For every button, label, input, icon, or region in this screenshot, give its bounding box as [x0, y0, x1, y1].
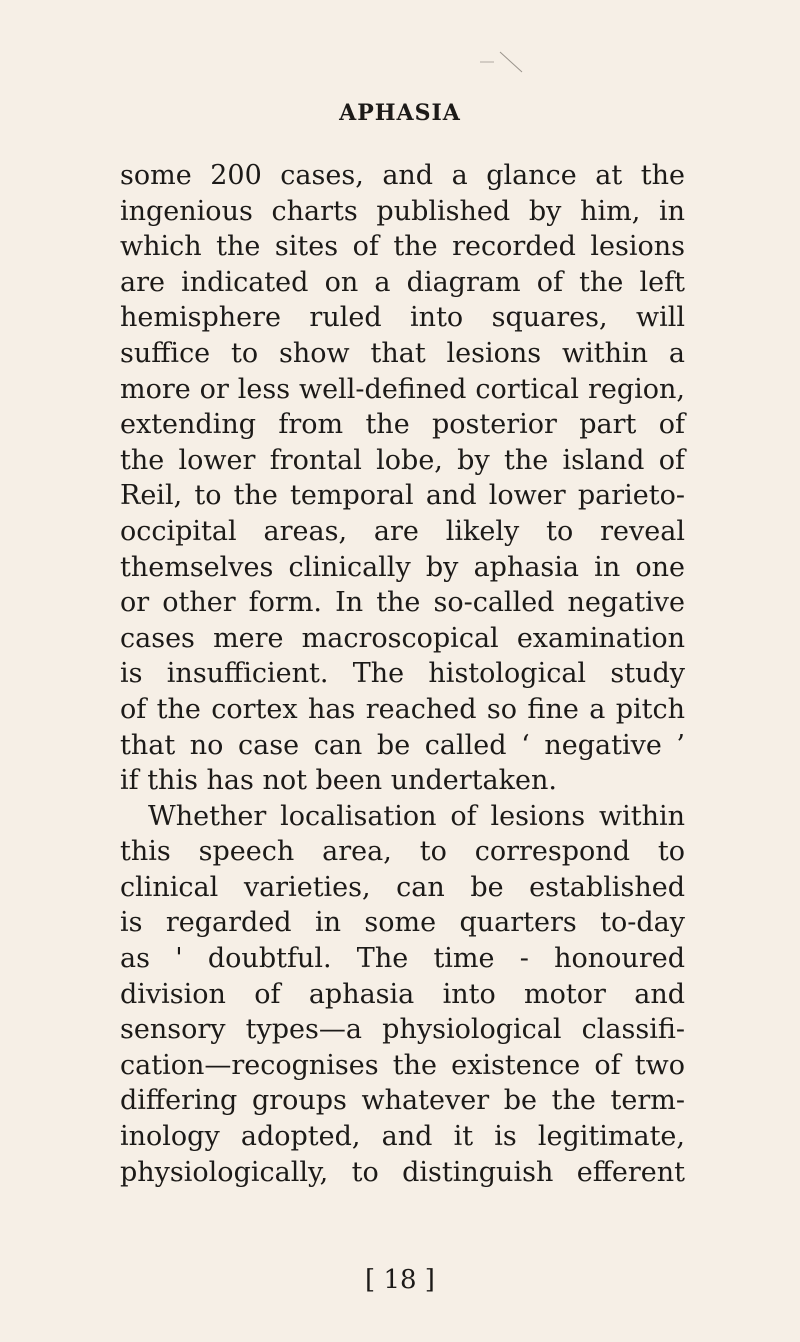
text-line: that no case can be called ‘ negative ’	[120, 729, 685, 761]
text-line: of the cortex has reached so fine a pitch	[120, 693, 685, 725]
text-line: is regarded in some quarters to-day	[120, 907, 685, 939]
text-line: hemisphere ruled into squares, will	[120, 302, 685, 334]
running-head: APHASIA	[339, 100, 461, 126]
text-line: as ' doubtful. The time - honoured	[120, 943, 685, 975]
text-line: ingenious charts published by him, in	[120, 195, 685, 227]
body-text	[120, 158, 685, 1190]
text-line: which the sites of the recorded lesions	[120, 231, 685, 263]
text-line: sensory types—a physiological classifi-	[120, 1014, 685, 1046]
text-line: clinical varieties, can be established	[120, 871, 685, 903]
text-line: extending from the posterior part of	[120, 409, 685, 441]
text-line: some 200 cases, and a glance at the	[120, 160, 685, 191]
text-line: is insufficient. The histological study	[120, 658, 685, 690]
text-line: the lower frontal lobe, by the island of	[120, 444, 685, 476]
text-line: inology adopted, and it is legitimate,	[120, 1121, 685, 1153]
text-line: this speech area, to correspond to	[120, 836, 685, 868]
paragraph-start-line: Whether localisation of lesions within	[148, 800, 685, 832]
text-line: more or less well-defined cortical region,	[120, 373, 685, 405]
text-line: cases mere macroscopical examination	[120, 622, 685, 654]
text-line: are indicated on a diagram of the left	[120, 266, 685, 298]
text-line: division of aphasia into motor and	[120, 978, 685, 1010]
text-line: or other form. In the so-called negative	[120, 587, 685, 619]
text-line: Reil, to the temporal and lower parieto-	[120, 480, 685, 512]
text-line: physiologically, to distinguish efferent	[120, 1156, 685, 1188]
text-line: themselves clinically by aphasia in one	[120, 551, 685, 583]
page-number: [ 18 ]	[365, 1265, 435, 1295]
text-line: differing groups whatever be the term-	[120, 1085, 685, 1117]
paragraph-end-line: if this has not been undertaken.	[120, 765, 557, 797]
text-line: occipital areas, are likely to reveal	[120, 515, 685, 547]
paper-mark	[470, 50, 530, 80]
text-line: cation—recognises the existence of two	[120, 1049, 685, 1081]
text-line: suffice to show that lesions within a	[120, 337, 685, 369]
